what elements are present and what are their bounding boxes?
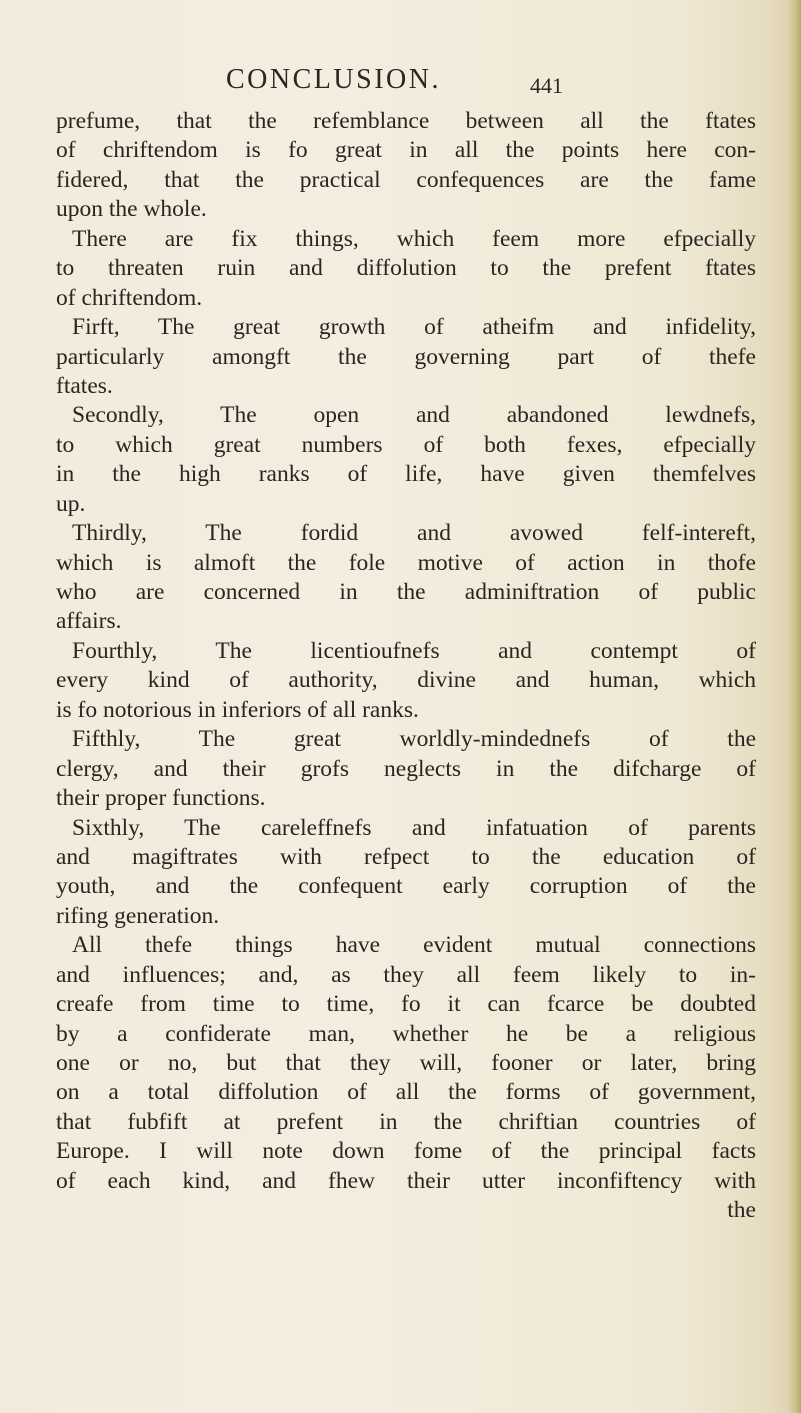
page-edge-shadow [787,0,801,1413]
text-line: and magiftrates with refpect to the education of [56,843,756,870]
text-line: There are fix things, which feem more efpecially [72,225,756,252]
text-line: ftates. [56,372,113,399]
text-line: prefume, that the refemblance between all the ftates [56,108,756,134]
text-line: Fifthly, The great worldly-mindednefs of the [72,726,756,753]
text-line: one or no, but that they will, fooner or later, bring [56,1050,756,1076]
text-line: Europe. I will note down fome of the principal facts [56,1138,756,1165]
body-text [56,107,756,1226]
text-line: youth, and the confequent early corruption of the [56,873,756,900]
text-line: their proper functions. [56,785,266,812]
running-head: CONCLUSION. [226,64,441,95]
text-line: Firft, The great growth of atheifm and infidelity, [72,314,756,341]
text-line: the [727,1197,756,1224]
text-line: up. [56,490,86,517]
text-line: of chriftendom. [56,284,203,311]
text-line: All thefe things have evident mutual connections [72,932,756,959]
text-line: affairs. [56,608,122,635]
text-line: Secondly, The open and abandoned lewdnefs, [72,402,756,429]
text-line: and influences; and, as they all feem likely to in- [56,961,756,988]
text-line: that fubfift at prefent in the chriftian countries of [56,1108,756,1135]
text-line: fidered, that the practical confequences are the fame [56,166,756,193]
text-line: upon the whole. [56,196,207,223]
text-line: is fo notorious in inferiors of all ranks. [56,696,419,723]
text-line: every kind of authority, divine and human, which [56,667,756,694]
text-line: who are concerned in the adminiftration of public [56,579,756,605]
text-line: by a confiderate man, whether he be a religious [56,1020,756,1047]
text-line: clergy, and their grofs neglects in the difcharge of [56,755,756,782]
page-header [0,62,801,98]
text-line: of chriftendom is fo great in all the points here con- [56,137,756,164]
text-line: in the high ranks of life, have given themfelves [56,461,756,488]
text-line: which is almoft the fole motive of action in thofe [56,549,756,576]
text-line: creafe from time to time, fo it can fcarce be doubted [56,991,756,1018]
text-line: to threaten ruin and diffolution to the prefent ftates [56,255,756,282]
page-number: 441 [530,73,563,98]
text-line: to which great numbers of both fexes, efpecially [56,431,756,458]
text-line: Thirdly, The fordid and avowed felf-intereft, [72,520,756,547]
text-line: particularly amongft the governing part of thefe [56,343,756,370]
text-line: Fourthly, The licentioufnefs and contempt of [72,637,756,664]
text-line: on a total diffolution of all the forms of government, [56,1079,756,1106]
text-line: Sixthly, The careleffnefs and infatuation of parents [72,814,756,841]
text-line: rifing generation. [56,902,220,929]
text-line: of each kind, and fhew their utter inconfiftency with [56,1167,756,1194]
